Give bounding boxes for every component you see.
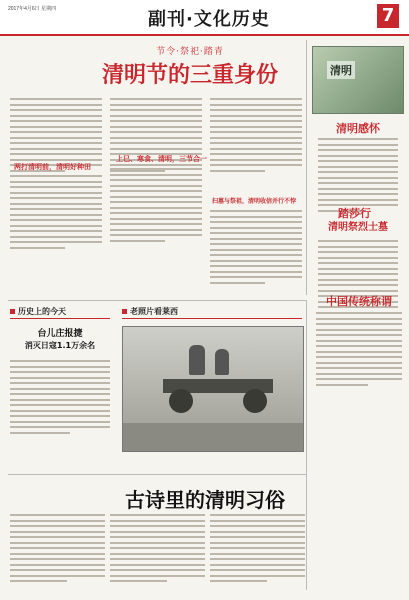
text-line (110, 98, 202, 100)
text-line (210, 115, 302, 117)
feature-text-col-1b (10, 175, 102, 252)
text-line (110, 514, 205, 516)
text-line (10, 241, 102, 243)
text-line (10, 393, 110, 395)
text-line (110, 196, 202, 198)
text-line (10, 426, 110, 428)
old-photo-section (122, 306, 302, 319)
text-line (110, 164, 202, 166)
text-line (318, 160, 398, 162)
text-line (316, 362, 402, 364)
text-line (318, 268, 398, 270)
text-line (318, 262, 398, 264)
header-meta (8, 6, 56, 13)
text-line (10, 558, 105, 560)
text-line (110, 190, 202, 192)
feature-text-col-3b (210, 210, 302, 287)
text-line (110, 558, 205, 560)
history-text (10, 360, 110, 437)
chinese-titles-title: 中国传统称谓 (326, 295, 392, 308)
history-today-label: 历史上的今天 (18, 307, 66, 316)
text-line (318, 257, 398, 259)
text-line (210, 265, 302, 267)
text-line (110, 207, 202, 209)
text-line (110, 542, 205, 544)
text-line (10, 531, 105, 533)
old-photo (122, 326, 304, 452)
text-line (210, 260, 302, 262)
text-line (10, 197, 102, 199)
text-line (10, 432, 70, 434)
text-line (110, 531, 205, 533)
photo-figure (189, 345, 205, 375)
text-line (10, 377, 110, 379)
text-line (318, 240, 398, 242)
text-line (110, 234, 202, 236)
text-line (316, 334, 402, 336)
text-line (210, 148, 302, 150)
text-line (10, 525, 105, 527)
text-line (10, 148, 102, 150)
text-line (210, 142, 302, 144)
text-line (110, 137, 202, 139)
text-line (10, 421, 110, 423)
text-line (110, 520, 205, 522)
text-line (210, 227, 302, 229)
text-line (10, 186, 102, 188)
text-line (318, 284, 398, 286)
text-line (318, 251, 398, 253)
text-line (210, 109, 302, 111)
text-line (10, 371, 110, 373)
section-title: 副刊·文化历史 (148, 9, 270, 30)
page-header (0, 0, 409, 36)
text-line (318, 166, 398, 168)
feature-text-col-3 (210, 98, 302, 175)
text-line (110, 229, 202, 231)
text-line (10, 153, 102, 155)
text-line (318, 144, 398, 146)
text-line (110, 201, 202, 203)
text-line (210, 276, 302, 278)
text-line (318, 193, 398, 195)
section-divider (8, 474, 306, 475)
text-line (316, 373, 402, 375)
text-line (110, 109, 202, 111)
text-line (10, 120, 102, 122)
text-line (210, 536, 305, 538)
text-line (210, 249, 302, 251)
text-line (110, 168, 202, 170)
history-today-section (10, 306, 110, 319)
feature-headline: 清明节的三重身份 (101, 63, 278, 88)
text-line (210, 580, 267, 582)
chinese-titles-text (316, 312, 402, 389)
text-line (10, 219, 102, 221)
right-headline-2: 踏莎行 (338, 207, 371, 220)
text-line (110, 564, 205, 566)
text-line (10, 542, 105, 544)
text-line (110, 104, 202, 106)
text-line (110, 142, 202, 144)
feature-subhead-1: 两打清明前，清明好种田 (14, 163, 91, 171)
text-line (10, 175, 102, 177)
text-line (10, 142, 102, 144)
text-line (10, 109, 102, 111)
text-line (210, 514, 305, 516)
text-line (210, 137, 302, 139)
text-line (10, 580, 67, 582)
text-line (10, 115, 102, 117)
bottom-headline: 古诗里的清明习俗 (125, 488, 285, 512)
text-line (10, 192, 102, 194)
photo-machine-wheel (243, 389, 267, 413)
text-line (318, 279, 398, 281)
page-number: 7 (377, 4, 399, 28)
text-line (110, 131, 202, 133)
text-line (316, 378, 402, 380)
text-line (110, 115, 202, 117)
text-line (10, 547, 105, 549)
text-line (110, 148, 202, 150)
text-line (318, 182, 398, 184)
chinese-titles-column (315, 293, 403, 309)
right-headline-1: 清明感怀 (336, 122, 380, 135)
text-line (10, 520, 105, 522)
text-line (110, 126, 202, 128)
history-headline-line1: 台儿庄报捷 (37, 329, 83, 339)
text-line (210, 547, 305, 549)
text-line (110, 536, 205, 538)
section-marker (122, 309, 127, 314)
text-line (318, 177, 398, 179)
text-line (210, 210, 302, 212)
text-line (110, 174, 202, 176)
history-headline-line2: 消灭日寇1.1万余名 (24, 341, 96, 350)
right-text-1 (318, 138, 398, 215)
text-line (210, 221, 302, 223)
text-line (210, 254, 302, 256)
text-line (110, 120, 202, 122)
text-line (210, 243, 302, 245)
text-line (210, 216, 302, 218)
text-line (110, 240, 165, 242)
qingming-illustration (312, 46, 404, 114)
text-line (316, 356, 402, 358)
text-line (318, 188, 398, 190)
text-line (10, 208, 102, 210)
text-line (318, 290, 398, 292)
text-line (110, 212, 202, 214)
text-line (10, 366, 110, 368)
text-line (210, 98, 302, 100)
section-marker (10, 309, 15, 314)
text-line (210, 271, 302, 273)
text-line (10, 203, 102, 205)
text-line (10, 236, 102, 238)
text-line (10, 382, 110, 384)
text-line (10, 575, 105, 577)
text-line (110, 218, 202, 220)
text-line (10, 230, 102, 232)
text-line (110, 179, 202, 181)
text-line (318, 149, 398, 151)
text-line (316, 323, 402, 325)
qingming-illustration-label: 清明 (327, 61, 355, 79)
text-line (210, 170, 265, 172)
text-line (210, 104, 302, 106)
text-line (10, 388, 110, 390)
feature-text-col-2b (110, 168, 202, 245)
text-line (10, 514, 105, 516)
text-line (110, 525, 205, 527)
text-line (10, 564, 105, 566)
photo-ground (123, 423, 303, 451)
feature-subhead-2: 上巳、寒食、清明，三节合一 (116, 155, 207, 163)
text-line (210, 126, 302, 128)
text-line (10, 104, 102, 106)
text-line (10, 131, 102, 133)
text-line (316, 329, 402, 331)
feature-kicker: 节令·祭祀·踏青 (156, 47, 224, 57)
text-line (210, 153, 302, 155)
text-line (10, 399, 110, 401)
text-line (110, 547, 205, 549)
text-line (210, 282, 265, 284)
text-line (10, 569, 105, 571)
bottom-text-col-2 (110, 514, 205, 586)
text-line (210, 164, 302, 166)
text-line (210, 569, 305, 571)
text-line (210, 531, 305, 533)
text-line (318, 199, 398, 201)
text-line (10, 553, 105, 555)
bottom-text-col-1 (10, 514, 105, 586)
old-photo-label: 老照片看莱西 (130, 307, 178, 316)
text-line (10, 98, 102, 100)
text-line (316, 345, 402, 347)
text-line (10, 415, 110, 417)
text-line (10, 225, 102, 227)
text-line (316, 340, 402, 342)
text-line (210, 120, 302, 122)
text-line (210, 232, 302, 234)
text-line (210, 542, 305, 544)
column-divider (306, 40, 307, 295)
right-headline-3: 清明祭烈士墓 (328, 222, 388, 233)
feature-subhead-3: 扫墓与祭祖，清明收信并行不悖 (212, 198, 297, 205)
text-line (318, 171, 398, 173)
text-line (10, 404, 110, 406)
text-line (10, 410, 110, 412)
header-meta-date: 2017年4月6日 星期四 (8, 6, 57, 12)
text-line (10, 214, 102, 216)
column-divider (306, 300, 307, 590)
photo-figure (215, 349, 229, 375)
text-line (318, 246, 398, 248)
text-line (210, 131, 302, 133)
text-line (10, 137, 102, 139)
bottom-text-col-3 (210, 514, 305, 586)
text-line (10, 126, 102, 128)
text-line (110, 223, 202, 225)
text-line (10, 360, 110, 362)
text-line (210, 558, 305, 560)
text-line (210, 525, 305, 527)
photo-machine-wheel (169, 389, 193, 413)
text-line (210, 564, 305, 566)
text-line (10, 536, 105, 538)
text-line (316, 312, 402, 314)
text-line (110, 580, 167, 582)
text-line (110, 575, 205, 577)
text-line (10, 247, 65, 249)
text-line (210, 520, 305, 522)
text-line (210, 553, 305, 555)
text-line (318, 138, 398, 140)
text-line (210, 575, 305, 577)
text-line (10, 181, 102, 183)
text-line (316, 318, 402, 320)
text-line (210, 238, 302, 240)
text-line (110, 553, 205, 555)
text-line (316, 351, 402, 353)
text-line (10, 159, 102, 161)
text-line (110, 185, 202, 187)
text-line (318, 273, 398, 275)
section-divider (8, 300, 306, 301)
text-line (210, 159, 302, 161)
text-line (318, 155, 398, 157)
text-line (316, 367, 402, 369)
text-line (110, 569, 205, 571)
text-line (316, 384, 368, 386)
